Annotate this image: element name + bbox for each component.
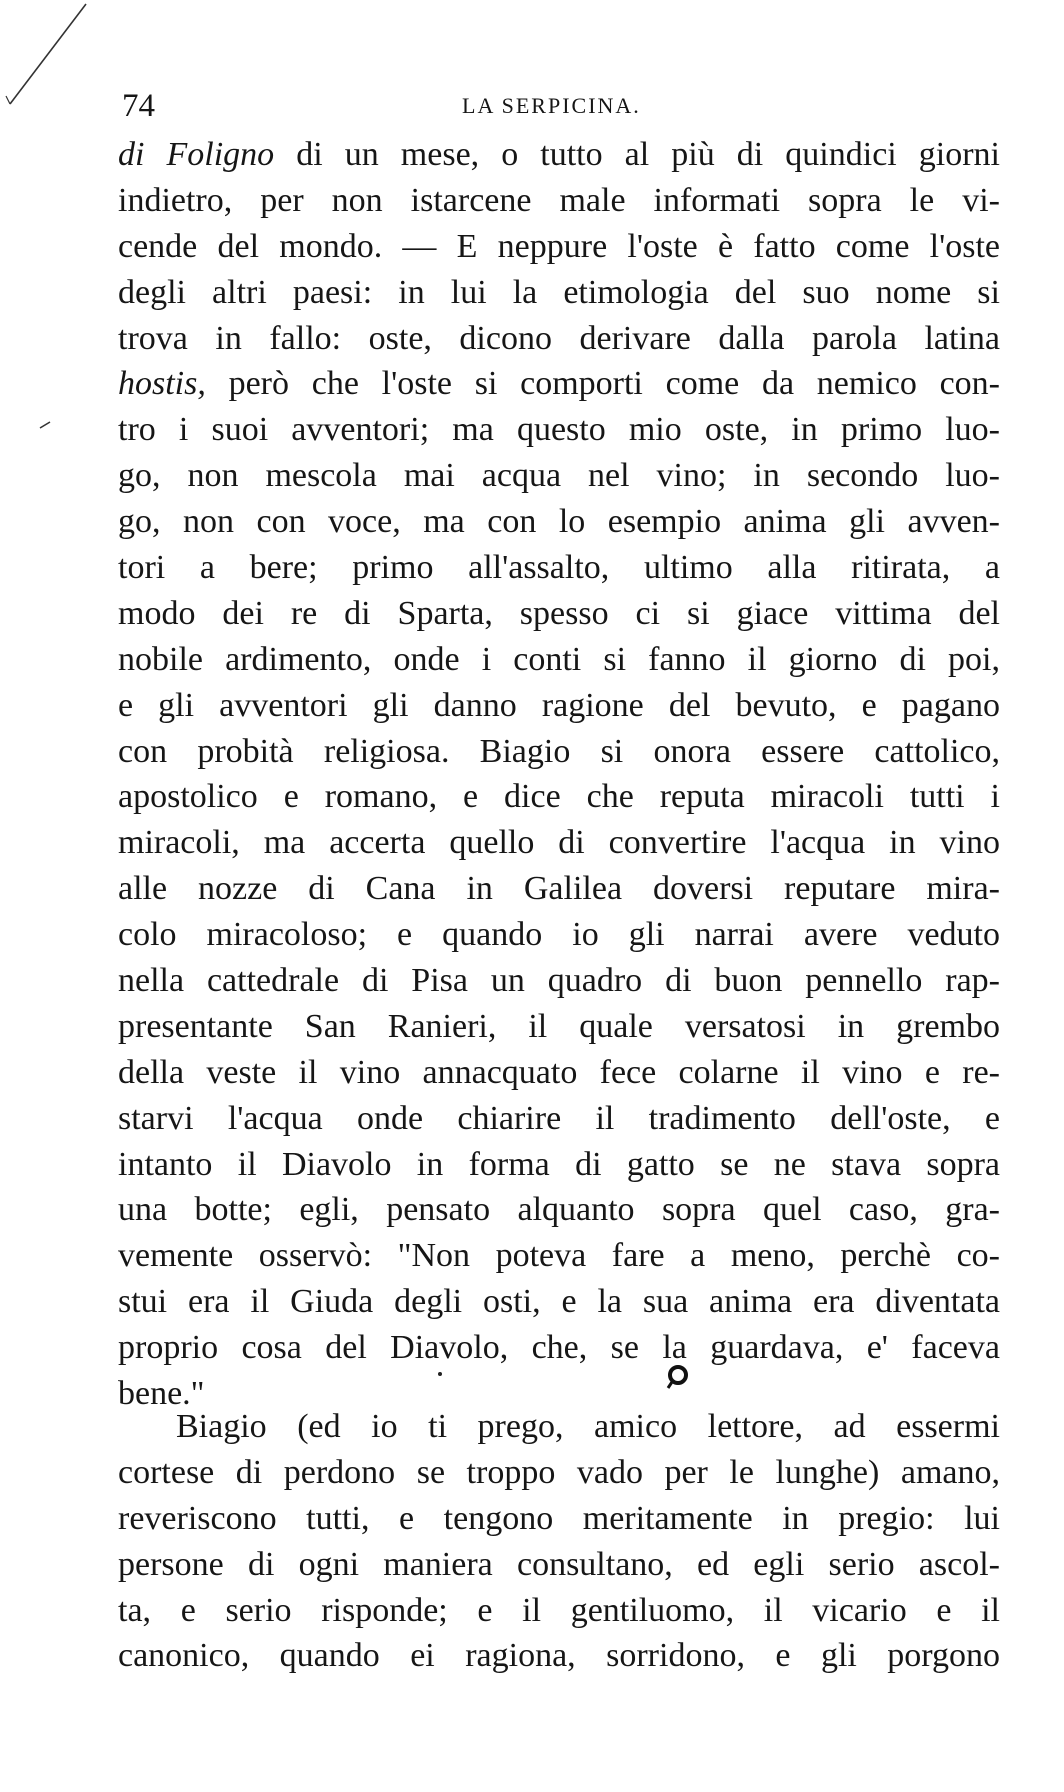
text-line: go, non mescola mai acqua nel vino; in secondo luo- xyxy=(118,457,1000,495)
margin-tick-icon xyxy=(39,420,51,430)
text-line: bene." xyxy=(118,1375,205,1413)
paragraph-2 xyxy=(118,1404,1000,1679)
text-line: alle nozze di Cana in Galilea doversi reputare mira- xyxy=(118,870,1000,908)
text-line: apostolico e romano, e dice che reputa miracoli tutti i xyxy=(118,778,1000,816)
text-line: reveriscono tutti, e tengono meritamente in pregio: lui xyxy=(118,1499,1000,1537)
stray-dot xyxy=(438,1372,442,1376)
text-line: nobile ardimento, onde i conti si fanno il giorno di poi, xyxy=(118,640,1000,678)
text-line: presentante San Ranieri, il quale versatosi in grembo xyxy=(118,1007,1000,1045)
text-line: go, non con voce, ma con lo esempio anima gli avven- xyxy=(118,503,1000,541)
text-line-rest: però che l'oste si comporti come da nemico con- xyxy=(205,365,1000,403)
text-line: canonico, quando ei ragiona, sorridono, e gli porgono xyxy=(118,1637,1000,1675)
text-line: miracoli, ma accerta quello di convertire l'acqua in vino xyxy=(118,824,1000,862)
text-line: e gli avventori gli danno ragione del bevuto, e pagano xyxy=(118,686,1000,724)
pencil-mark-icon xyxy=(4,0,114,110)
text-line: stui era il Giuda degli osti, e la sua anima era diventata xyxy=(118,1283,1000,1321)
text-line: indietro, per non istarcene male informati sopra le vi- xyxy=(118,181,1000,219)
page-header xyxy=(122,86,1002,126)
text-line: cende del mondo. — E neppure l'oste è fatto come l'oste xyxy=(118,227,1000,265)
text-line: degli altri paesi: in lui la etimologia del suo nome si xyxy=(118,273,1000,311)
text-line: con probità religiosa. Biagio si onora essere cattolico, xyxy=(118,732,1000,770)
text-line: persone di ogni maniera consultano, ed egli serio ascol- xyxy=(118,1545,1000,1583)
text-line: intanto il Diavolo in forma di gatto se ne stava sopra xyxy=(118,1145,1000,1183)
page-number: 74 xyxy=(122,88,155,124)
text-line: vemente osservò: "Non poteva fare a meno, perchè co- xyxy=(118,1237,1000,1275)
text-line: della veste il vino annacquato fece colarne il vino e re- xyxy=(118,1053,1000,1091)
text-line xyxy=(118,361,1000,407)
text-line xyxy=(118,132,1000,178)
text-line: nella cattedrale di Pisa un quadro di buon pennello rap- xyxy=(118,962,1000,1000)
italic-latin-word: hostis, xyxy=(118,365,206,403)
text-line: ta, e serio risponde; e il gentiluomo, il vicario e il xyxy=(118,1591,1000,1629)
text-line: tori a bere; primo all'assalto, ultimo alla ritirata, a xyxy=(118,549,1000,587)
paragraph-1 xyxy=(118,132,1000,1417)
text-line: colo miracoloso; e quando io gli narrai avere veduto xyxy=(118,916,1000,954)
text-line: tro i suoi avventori; ma questo mio oste, in primo luo- xyxy=(118,411,1000,449)
text-line: modo dei re di Sparta, spesso ci si giace vittima del xyxy=(118,594,1000,632)
text-line: Biagio (ed io ti prego, amico lettore, ad essermi xyxy=(176,1408,1000,1445)
text-line-rest: di un mese, o tutto al più di quindici giorni xyxy=(274,136,1001,173)
text-line: cortese di perdono se troppo vado per le lunghe) amano, xyxy=(118,1453,1000,1491)
italic-place-name: di Foligno xyxy=(118,136,275,173)
text-line: una botte; egli, pensato alquanto sopra quel caso, gra- xyxy=(118,1191,1000,1229)
text-line: trova in fallo: oste, dicono derivare dalla parola latina xyxy=(118,319,1000,357)
ink-blot-icon xyxy=(664,1362,692,1390)
running-head: LA SERPICINA. xyxy=(462,93,641,118)
text-line: proprio cosa del Diavolo, che, se la guardava, e' faceva xyxy=(118,1329,1000,1367)
text-line: starvi l'acqua onde chiarire il tradimento dell'oste, e xyxy=(118,1099,1000,1137)
